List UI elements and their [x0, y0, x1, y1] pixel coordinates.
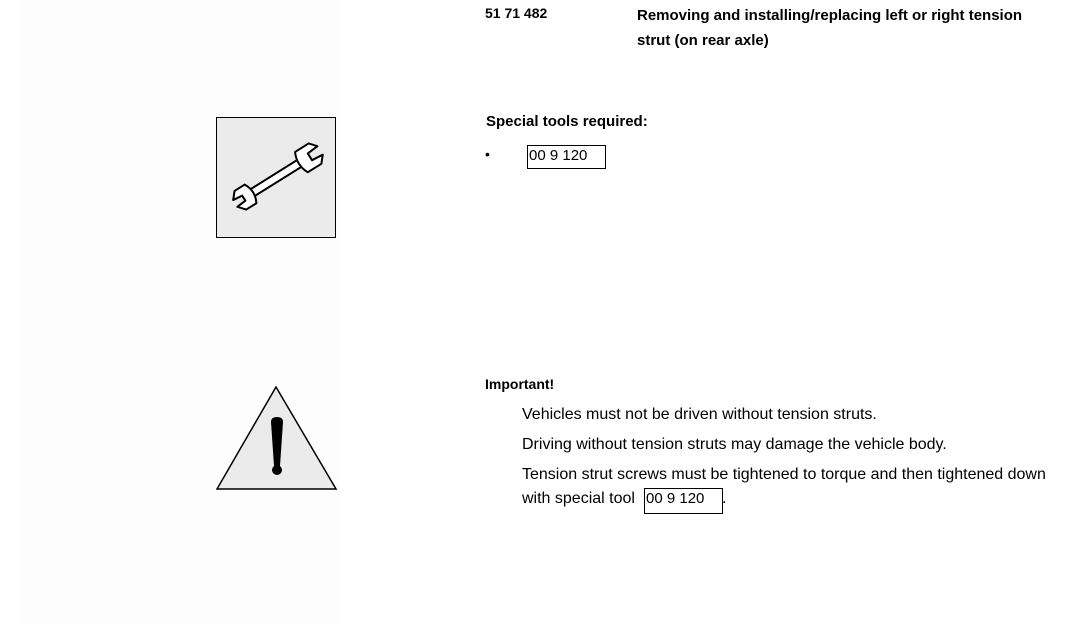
list-bullet: •: [485, 146, 490, 162]
inline-special-tool-number: 00 9 120: [644, 488, 723, 514]
important-note: Vehicles must not be driven without tension struts.: [522, 406, 877, 423]
note-period: .: [722, 490, 727, 507]
wrench-icon: [217, 118, 335, 237]
document-title: Removing and installing/replacing left or right tension strut (on rear axle): [637, 7, 1023, 49]
document-number: 51 71 482: [485, 5, 548, 21]
warning-triangle-icon: [216, 386, 338, 492]
special-tools-icon-box: [216, 117, 336, 238]
special-tools-heading: Special tools required:: [486, 113, 648, 130]
special-tool-number: 00 9 120: [527, 145, 606, 169]
important-note-continuation: with special tool: [522, 490, 635, 507]
important-heading: Important!: [485, 376, 555, 392]
important-note: Tension strut screws must be tightened to torque and then tightened down: [522, 466, 1046, 483]
margin-strip: [20, 0, 338, 624]
important-note: Driving without tension struts may damage the vehicle body.: [522, 436, 947, 453]
